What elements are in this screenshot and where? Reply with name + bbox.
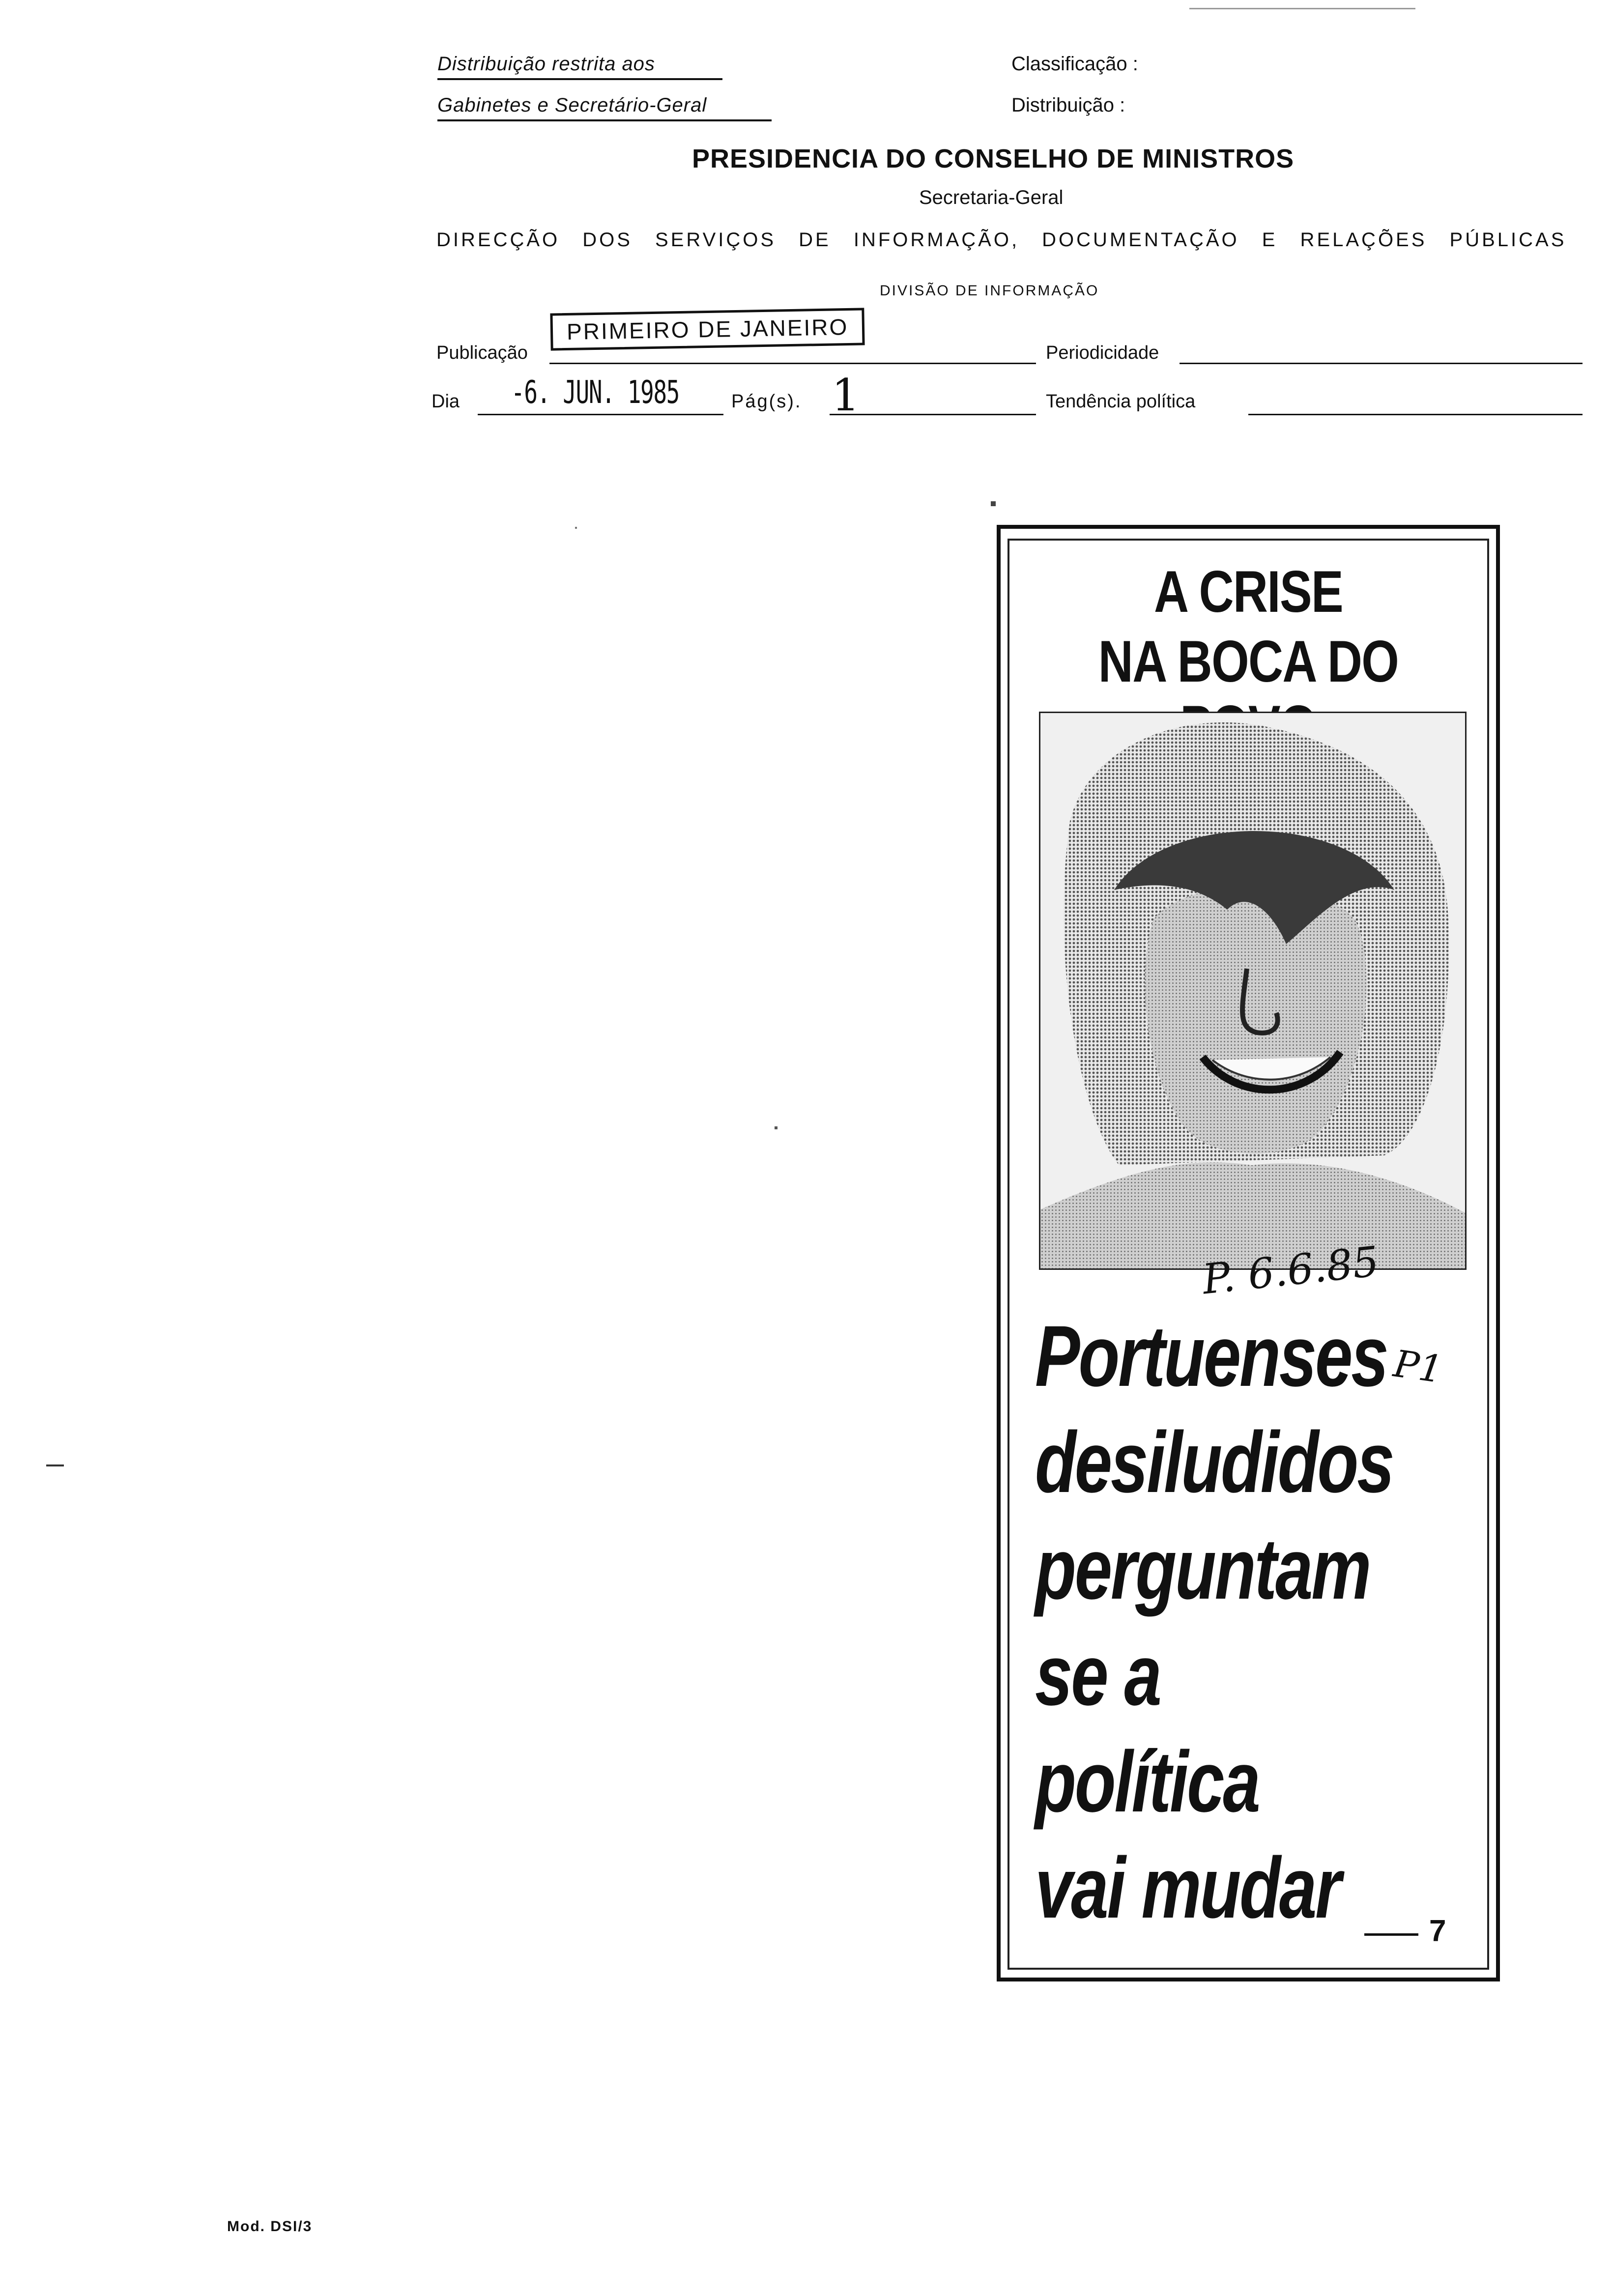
- publication-line: [549, 363, 1036, 364]
- clipping-kicker-line-2: NA BOCA DO: [1098, 629, 1399, 694]
- pages-value: 1: [832, 370, 860, 421]
- portrait-photo-image: [1040, 713, 1467, 1270]
- handwritten-page-note: P1: [1391, 1341, 1446, 1392]
- distribution-label: Distribuição :: [1011, 94, 1125, 116]
- periodicity-label: Periodicidade: [1046, 343, 1159, 363]
- handwritten-date-note: P. 6.6.85: [1200, 1237, 1382, 1304]
- page-subtitle: Secretaria-Geral: [919, 187, 1064, 208]
- publication-stamp: PRIMEIRO DE JANEIRO: [550, 308, 865, 350]
- tendency-label: Tendência política: [1046, 391, 1196, 412]
- portrait-photo: [1039, 712, 1467, 1270]
- page-ref-dash: [1364, 1933, 1418, 1936]
- day-label: Dia: [432, 391, 460, 412]
- division-line: DIVISÃO DE INFORMAÇÃO: [880, 283, 1099, 299]
- day-line: [478, 414, 723, 415]
- headline-line-3: perguntam: [1035, 1521, 1370, 1617]
- scan-speck: [991, 501, 996, 506]
- publication-label: Publicação: [436, 343, 528, 363]
- periodicity-line: [1180, 363, 1583, 364]
- headline-line-4: se a política: [1035, 1627, 1259, 1830]
- distribution-line-2: Gabinetes e Secretário-Geral: [437, 94, 772, 121]
- tendency-line: [1248, 414, 1583, 415]
- clipping-kicker-line-1: A CRISE: [1153, 559, 1343, 625]
- scan-speck: [575, 527, 577, 529]
- newspaper-clipping: [997, 525, 1500, 1981]
- pages-label: Pág(s).: [731, 391, 802, 412]
- scan-speck: [775, 1126, 777, 1129]
- distribution-line-1: Distribuição restrita aos: [437, 53, 722, 80]
- direction-line: DIRECÇÃO DOS SERVIÇOS DE INFORMAÇÃO, DOCUMENTAÇÃO E RELAÇÕES PÚBLICAS: [436, 229, 1567, 251]
- pages-line: [830, 414, 1036, 415]
- page-title: PRESIDENCIA DO CONSELHO DE MINISTROS: [692, 144, 1295, 173]
- headline-line-2: desiludidos: [1035, 1414, 1393, 1511]
- day-value: -6. JUN. 1985: [511, 374, 679, 411]
- clipping-headline: [1035, 1303, 1468, 1942]
- margin-mark: [46, 1464, 64, 1466]
- headline-line-1: Portuenses: [1035, 1308, 1387, 1405]
- top-rule: [1189, 8, 1415, 9]
- form-code: Mod. DSI/3: [227, 2218, 313, 2235]
- headline-line-5: vai mudar: [1035, 1840, 1340, 1937]
- classification-label: Classificação :: [1011, 53, 1138, 75]
- page-reference: 7: [1429, 1914, 1446, 1948]
